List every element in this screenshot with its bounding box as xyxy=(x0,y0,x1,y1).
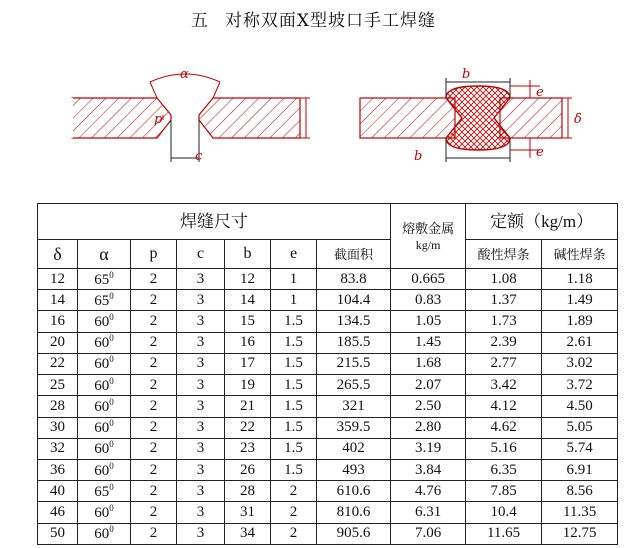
cell-acid: 1.37 xyxy=(466,290,542,311)
cell-e: 2 xyxy=(271,523,317,544)
cell-area: 321 xyxy=(317,396,391,417)
section-number: 五 xyxy=(190,11,209,31)
cell-area: 493 xyxy=(317,459,391,480)
table-row xyxy=(38,290,618,311)
cell-p: 2 xyxy=(131,523,177,544)
col-b: b xyxy=(225,240,271,269)
cell-b: 21 xyxy=(225,396,271,417)
cell-b: 12 xyxy=(225,269,271,290)
cell-a: $65^0$ xyxy=(78,290,131,311)
cell-d: 16 xyxy=(38,311,78,332)
cell-a: $60^0$ xyxy=(78,375,131,396)
cell-d: 14 xyxy=(38,290,78,311)
table-row xyxy=(38,353,618,374)
cell-area: 905.6 xyxy=(317,523,391,544)
cell-e: 1.5 xyxy=(271,353,317,374)
cell-acid: 10.4 xyxy=(466,502,542,523)
cell-area: 359.5 xyxy=(317,417,391,438)
cell-d: 22 xyxy=(38,353,78,374)
table-row xyxy=(38,417,618,438)
cell-c: 3 xyxy=(177,459,225,480)
cell-p: 2 xyxy=(131,438,177,459)
cell-acid: 11.65 xyxy=(466,523,542,544)
cell-a: $60^0$ xyxy=(78,417,131,438)
cell-acid: 7.85 xyxy=(466,481,542,502)
cell-a: $60^0$ xyxy=(78,523,131,544)
col-acid: 酸性焊条 xyxy=(466,240,542,269)
cell-c: 3 xyxy=(177,523,225,544)
cell-basic: 5.74 xyxy=(542,438,618,459)
cell-metal: 0.83 xyxy=(391,290,466,311)
cell-e: 1.5 xyxy=(271,417,317,438)
cell-d: 30 xyxy=(38,417,78,438)
cell-b: 31 xyxy=(225,502,271,523)
cell-d: 20 xyxy=(38,332,78,353)
cell-d: 50 xyxy=(38,523,78,544)
cell-p: 2 xyxy=(131,481,177,502)
cell-b: 15 xyxy=(225,311,271,332)
deposit-metal-unit: kg/m xyxy=(415,237,441,252)
finished-weld-diagram xyxy=(360,67,582,164)
cell-basic: 4.50 xyxy=(542,396,618,417)
cell-area: 265.5 xyxy=(317,375,391,396)
cell-e: 2 xyxy=(271,481,317,502)
cell-c: 3 xyxy=(177,269,225,290)
cell-c: 3 xyxy=(177,396,225,417)
cell-metal: 4.76 xyxy=(391,481,466,502)
cell-area: 83.8 xyxy=(317,269,391,290)
cell-basic: 8.56 xyxy=(542,481,618,502)
table-row xyxy=(38,332,618,353)
cell-area: 104.4 xyxy=(317,290,391,311)
cell-d: 12 xyxy=(38,269,78,290)
cell-c: 3 xyxy=(177,438,225,459)
cell-e: 1.5 xyxy=(271,438,317,459)
cell-c: 3 xyxy=(177,332,225,353)
cell-metal: 1.45 xyxy=(391,332,466,353)
cell-metal: 2.07 xyxy=(391,375,466,396)
table-row xyxy=(38,481,618,502)
table-body xyxy=(38,269,618,545)
cell-acid: 1.73 xyxy=(466,311,542,332)
cell-basic: 5.05 xyxy=(542,417,618,438)
cell-e: 1 xyxy=(271,290,317,311)
col-area: 截面积 xyxy=(317,240,391,269)
label-c: c xyxy=(195,149,203,164)
table-row xyxy=(38,375,618,396)
cell-e: 1.5 xyxy=(271,311,317,332)
cell-metal: 2.50 xyxy=(391,396,466,417)
cell-d: 28 xyxy=(38,396,78,417)
cell-basic: 1.18 xyxy=(542,269,618,290)
cell-basic: 1.49 xyxy=(542,290,618,311)
col-basic: 碱性焊条 xyxy=(542,240,618,269)
cell-metal: 0.665 xyxy=(391,269,466,290)
cell-acid: 4.62 xyxy=(466,417,542,438)
cell-a: $60^0$ xyxy=(78,311,131,332)
cell-e: 1.5 xyxy=(271,396,317,417)
label-p: p xyxy=(154,112,163,127)
cell-d: 40 xyxy=(38,481,78,502)
cell-area: 610.6 xyxy=(317,481,391,502)
cell-a: $60^0$ xyxy=(78,353,131,374)
cell-metal: 3.19 xyxy=(391,438,466,459)
col-delta: δ xyxy=(38,240,78,269)
cell-c: 3 xyxy=(177,481,225,502)
cell-p: 2 xyxy=(131,459,177,480)
cell-e: 1 xyxy=(271,269,317,290)
cell-acid: 2.77 xyxy=(466,353,542,374)
cell-e: 2 xyxy=(271,502,317,523)
label-e-top: e xyxy=(536,85,544,100)
cell-d: 32 xyxy=(38,438,78,459)
col-alpha: α xyxy=(78,240,131,269)
cell-d: 46 xyxy=(38,502,78,523)
cell-area: 185.5 xyxy=(317,332,391,353)
cell-p: 2 xyxy=(131,417,177,438)
cell-a: $60^0$ xyxy=(78,438,131,459)
cell-c: 3 xyxy=(177,375,225,396)
cell-acid: 3.42 xyxy=(466,375,542,396)
cell-b: 26 xyxy=(225,459,271,480)
cell-b: 19 xyxy=(225,375,271,396)
cell-basic: 3.72 xyxy=(542,375,618,396)
cell-basic: 6.91 xyxy=(542,459,618,480)
cell-acid: 1.08 xyxy=(466,269,542,290)
cell-basic: 3.02 xyxy=(542,353,618,374)
cell-metal: 2.80 xyxy=(391,417,466,438)
table-row xyxy=(38,396,618,417)
label-b-bottom: b xyxy=(414,149,423,164)
cell-p: 2 xyxy=(131,311,177,332)
deposit-metal-label: 熔敷金属 xyxy=(402,220,455,236)
cell-d: 25 xyxy=(38,375,78,396)
cell-basic: 11.35 xyxy=(542,502,618,523)
cell-p: 2 xyxy=(131,502,177,523)
cell-d: 36 xyxy=(38,459,78,480)
cell-area: 810.6 xyxy=(317,502,391,523)
cell-a: $60^0$ xyxy=(78,502,131,523)
section-title: 对称双面X型坡口手工焊缝 xyxy=(224,11,437,31)
quota-header: 定额（kg/m） xyxy=(466,204,618,240)
table-row xyxy=(38,502,618,523)
cell-metal: 3.84 xyxy=(391,459,466,480)
cell-metal: 6.31 xyxy=(391,502,466,523)
col-c: c xyxy=(177,240,225,269)
cell-c: 3 xyxy=(177,353,225,374)
cell-b: 23 xyxy=(225,438,271,459)
cell-b: 34 xyxy=(225,523,271,544)
cell-a: $65^0$ xyxy=(78,481,131,502)
cell-p: 2 xyxy=(131,290,177,311)
label-e-bottom: e xyxy=(536,145,544,160)
cell-area: 215.5 xyxy=(317,353,391,374)
table-row xyxy=(38,311,618,332)
cell-acid: 2.39 xyxy=(466,332,542,353)
weld-size-header: 焊缝尺寸 xyxy=(38,204,391,240)
cell-a: $65^0$ xyxy=(78,269,131,290)
table-row xyxy=(38,269,618,290)
cell-e: 1.5 xyxy=(271,332,317,353)
cell-p: 2 xyxy=(131,332,177,353)
cell-c: 3 xyxy=(177,502,225,523)
cell-metal: 1.68 xyxy=(391,353,466,374)
deposit-metal-header xyxy=(391,204,466,269)
cell-b: 16 xyxy=(225,332,271,353)
table-row xyxy=(38,438,618,459)
col-p: p xyxy=(131,240,177,269)
cell-b: 22 xyxy=(225,417,271,438)
label-alpha: α xyxy=(180,67,189,82)
joint-diagrams xyxy=(0,0,627,200)
cell-metal: 1.05 xyxy=(391,311,466,332)
table-row xyxy=(38,459,618,480)
cell-e: 1.5 xyxy=(271,459,317,480)
cell-p: 2 xyxy=(131,269,177,290)
cell-b: 14 xyxy=(225,290,271,311)
table-row xyxy=(38,523,618,544)
cell-area: 134.5 xyxy=(317,311,391,332)
cell-a: $60^0$ xyxy=(78,459,131,480)
cell-e: 1.5 xyxy=(271,375,317,396)
weld-quota-table xyxy=(37,203,618,545)
cell-a: $60^0$ xyxy=(78,332,131,353)
cell-c: 3 xyxy=(177,417,225,438)
label-b-top: b xyxy=(462,67,471,82)
cell-c: 3 xyxy=(177,290,225,311)
cell-a: $60^0$ xyxy=(78,396,131,417)
cell-area: 402 xyxy=(317,438,391,459)
cell-basic: 1.89 xyxy=(542,311,618,332)
cell-basic: 12.75 xyxy=(542,523,618,544)
cell-basic: 2.61 xyxy=(542,332,618,353)
cell-b: 17 xyxy=(225,353,271,374)
col-e: e xyxy=(271,240,317,269)
cell-c: 3 xyxy=(177,311,225,332)
cell-b: 28 xyxy=(225,481,271,502)
cell-acid: 4.12 xyxy=(466,396,542,417)
cell-p: 2 xyxy=(131,396,177,417)
cell-acid: 5.16 xyxy=(466,438,542,459)
label-delta: δ xyxy=(574,112,582,127)
cell-p: 2 xyxy=(131,353,177,374)
cell-metal: 7.06 xyxy=(391,523,466,544)
groove-preparation-diagram xyxy=(72,67,310,164)
cell-p: 2 xyxy=(131,375,177,396)
cell-acid: 6.35 xyxy=(466,459,542,480)
